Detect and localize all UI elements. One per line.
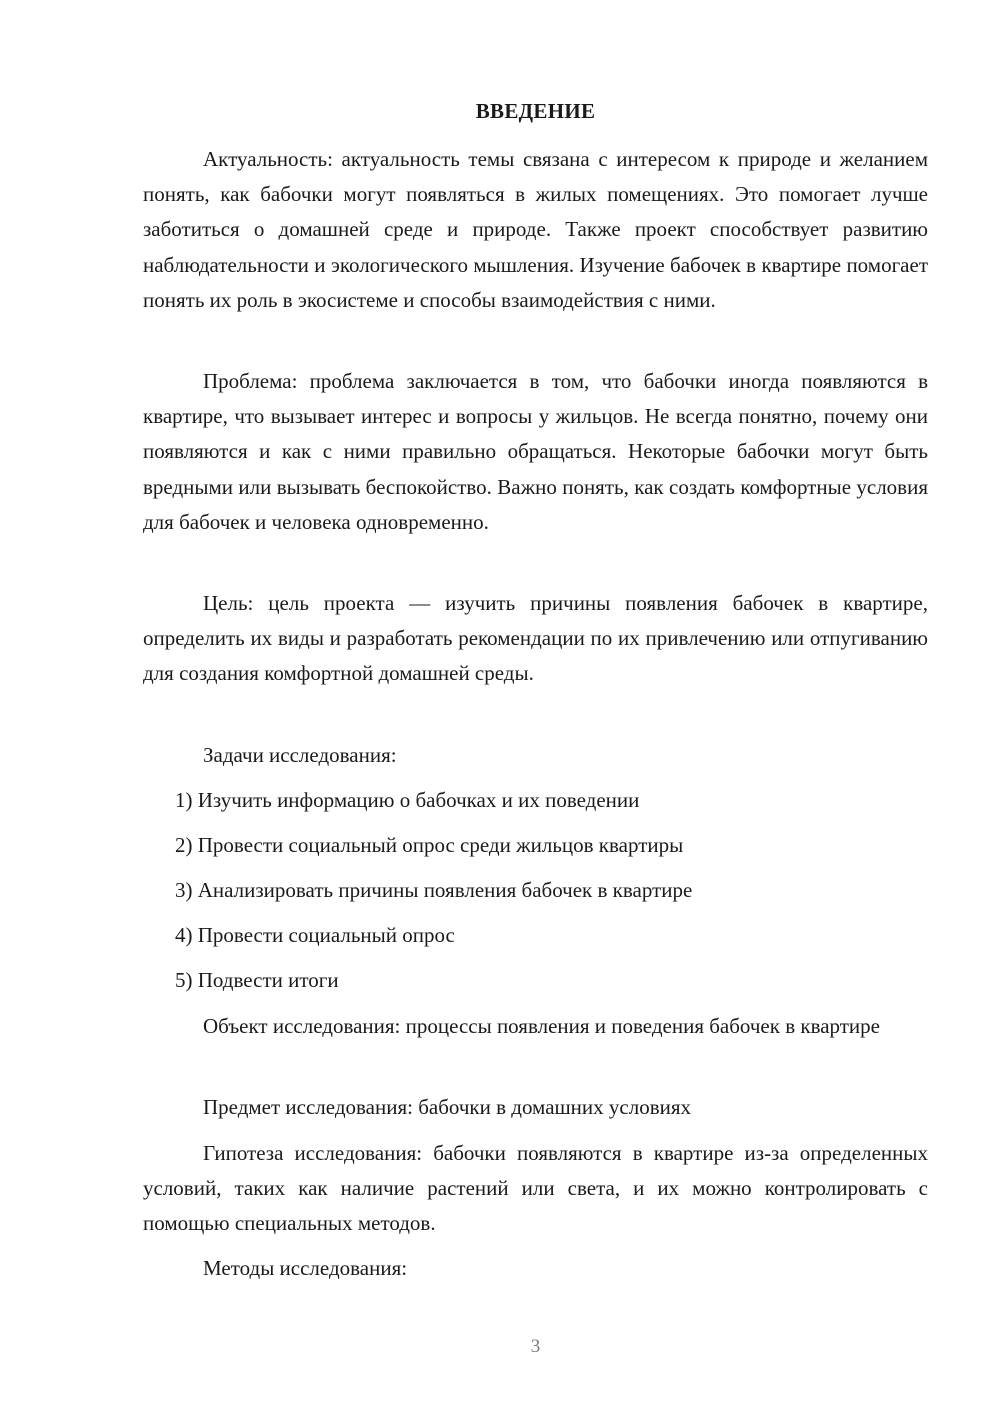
paragraph-goal: Цель: цель проекта — изучить причины появления бабочек в квартире, определить их виды и разработать рекомендации по их привлечению или отпугиванию для создания комфортной домашней среды. (143, 591, 928, 686)
document-page (143, 0, 928, 1414)
paragraph-subject: Предмет исследования: бабочки в домашних условиях (203, 1095, 692, 1119)
list-item: 4) Провести социальный опрос (175, 923, 455, 947)
list-item: 2) Провести социальный опрос среди жильцов квартиры (175, 833, 684, 857)
paragraph-object: Объект исследования: процессы появления и поведения бабочек в квартире (203, 1014, 880, 1038)
list-item: 1) Изучить информацию о бабочках и их поведении (175, 788, 640, 812)
paragraph-relevance: Актуальность: актуальность темы связана с интересом к природе и желанием понять, как бабочки могут появляться в жилых помещениях. Это помогает лучше заботиться о домашней среде и природе. Также проект способствует развитию наблюдательности и экологического мышления. Изучение бабочек в квартире помогает понять их роль в экосистеме и способы взаимодействия с ними. (143, 147, 928, 312)
methods-heading: Методы исследования: (203, 1256, 408, 1280)
list-item: 5) Подвести итоги (175, 968, 339, 992)
paragraph-hypothesis: Гипотеза исследования: бабочки появляются в квартире из-за определенных условий, таких как наличие растений или света, и их можно контролировать с помощью специальных методов. (143, 1141, 928, 1236)
list-item: 3) Анализировать причины появления бабочек в квартире (175, 878, 693, 902)
tasks-heading: Задачи исследования: (203, 743, 397, 767)
page-number: 3 (530, 1336, 541, 1357)
page-title: ВВЕДЕНИЕ (475, 99, 596, 123)
paragraph-problem: Проблема: проблема заключается в том, что бабочки иногда появляются в квартире, что вызывает интерес и вопросы у жильцов. Не всегда понятно, почему они появляются и как с ними правильно обращаться. Некоторые бабочки могут быть вредными или вызывать беспокойство. Важно понять, как создать комфортные условия для бабочек и человека одновременно. (143, 369, 928, 534)
